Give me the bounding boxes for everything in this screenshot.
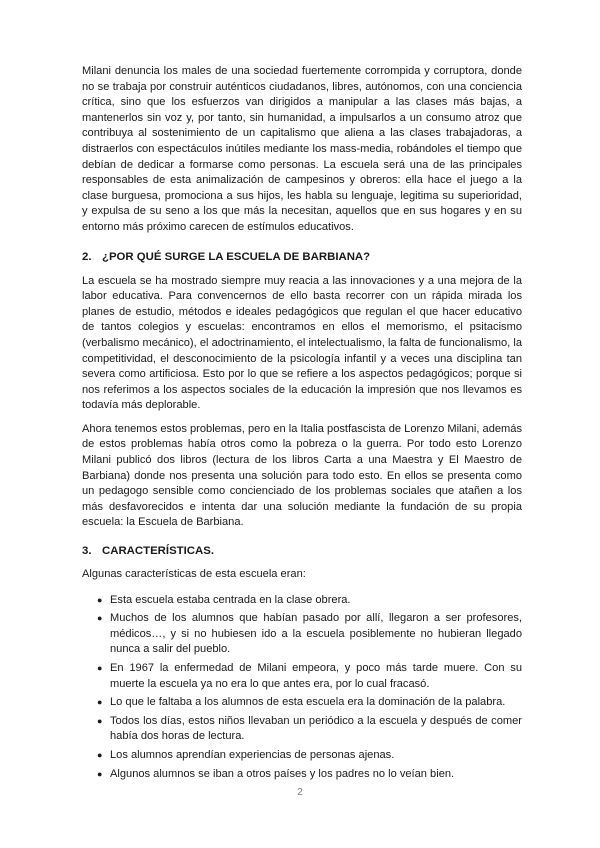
- intro-paragraph: Milani denuncia los males de una sociedad fuertemente corrompida y corruptora, donde no se trabaja por construir auténticos ciudadanos, libres, autónomos, con una conciencia crítica, sino que los esfuerzos van dirigidos a manipular a las clases más bajas, a mantenerlos sin voz y, por tanto, sin humanidad, a impulsarlos a un consumo atroz que contribuya al sostenimiento de un capitalismo que aliena a las clases trabajadoras, a distraerlos con espectáculos inútiles mediante los mass-media, robándoles el tiempo que debían de dedicar a formarse como personas. La escuela será una de las principales responsables de esta animalización de campesinos y obreros: ella hace el juego a la clase burguesa, promociona a sus hijos, les habla su lenguaje, legitima su superioridad, y expulsa de su seno a los que más la necesitan, aquellos que en sus hogares y en su entorno más próximo carecen de estímulos educativos.: [82, 65, 522, 233]
- list-item: ● Muchos de los alumnos que habían pasado por allí, llegaron a ser profesores, médicos…, y si no hubiesen ido a la escuela posiblemente no hubieran llegado nunca a salir del pueblo.: [82, 611, 522, 658]
- document-page: [82, 64, 522, 785]
- bullet-icon: ●: [97, 697, 103, 708]
- section-3-heading: [82, 544, 522, 559]
- list-item: ● Los alumnos aprendían experiencias de personas ajenas.: [82, 748, 522, 764]
- section-3-title: CARACTERÍSTICAS.: [102, 545, 215, 558]
- list-item: ● Algunos alumnos se iban a otros países y los padres no lo veían bien.: [82, 767, 522, 783]
- section-2-paragraph-1: La escuela se ha mostrado siempre muy reacia a las innovaciones y a una mejora de la labor educativa. Para convencernos de ello basta recorrer con un rápida mirada los planes de estudio, métodos e ideales pedagógicos que regulan el que hacer educativo de tantos colegios y escuelas: encontramos en ellos el memorismo, el psitacismo (verbalismo mecánico), el adoctrinamiento, el intelectualismo, la falta de funcionalismo, la competitividad, el desconocimiento de la psicología infantil y a veces una disciplina tan severa como artificiosa. Esto por lo que se refiere a los aspectos pedagógicos; porque si nos referimos a los aspectos sociales de la educación la impresión que nos llevamos es todavía más deplorable.: [82, 274, 522, 412]
- section-2-paragraph-2: Ahora tenemos estos problemas, pero en la Italia postfascista de Lorenzo Milani, además de estos problemas había otros como la pobreza o la guerra. Por todo esto Lorenzo Milani publicó dos libros (lectura de los libros Carta a una Maestra y El Maestro de Barbiana) donde nos presenta una solución para todo esto. En ellos se presenta como un pedagogo sensible como concienciado de los problemas sociales que atañen a los más desfavorecidos e intenta dar una solución mediante la fundación de su propia escuela: la Escuela de Barbiana.: [82, 422, 522, 529]
- bullet-icon: ●: [97, 749, 103, 760]
- section-2-title: ¿POR QUÉ SURGE LA ESCUELA DE BARBIANA?: [102, 250, 371, 263]
- section-3-lead: Algunas características de esta escuela eran:: [82, 568, 306, 581]
- page-number: 2: [297, 787, 303, 798]
- characteristics-list: [82, 593, 522, 783]
- list-item: ● Lo que le faltaba a los alumnos de esta escuela era la dominación de la palabra.: [82, 695, 522, 711]
- bullet-icon: ●: [97, 663, 103, 673]
- section-2-heading: [82, 250, 522, 265]
- section-3-number: 3.: [82, 545, 92, 558]
- bullet-icon: ●: [97, 594, 103, 605]
- list-item: ● En 1967 la enfermedad de Milani empeora, y poco más tarde muere. Con su muerte la escuela ya no era lo que antes era, por lo cual fracasó.: [82, 661, 522, 692]
- bullet-icon: ●: [97, 613, 103, 624]
- list-item: ● Todos los días, estos niños llevaban un periódico a la escuela y después de comer había dos horas de lectura.: [82, 714, 522, 745]
- list-item: ● Esta escuela estaba centrada en la clase obrera.: [82, 593, 522, 609]
- bullet-icon: ●: [97, 768, 103, 779]
- section-2-number: 2.: [82, 250, 92, 263]
- bullet-icon: ●: [97, 715, 103, 726]
